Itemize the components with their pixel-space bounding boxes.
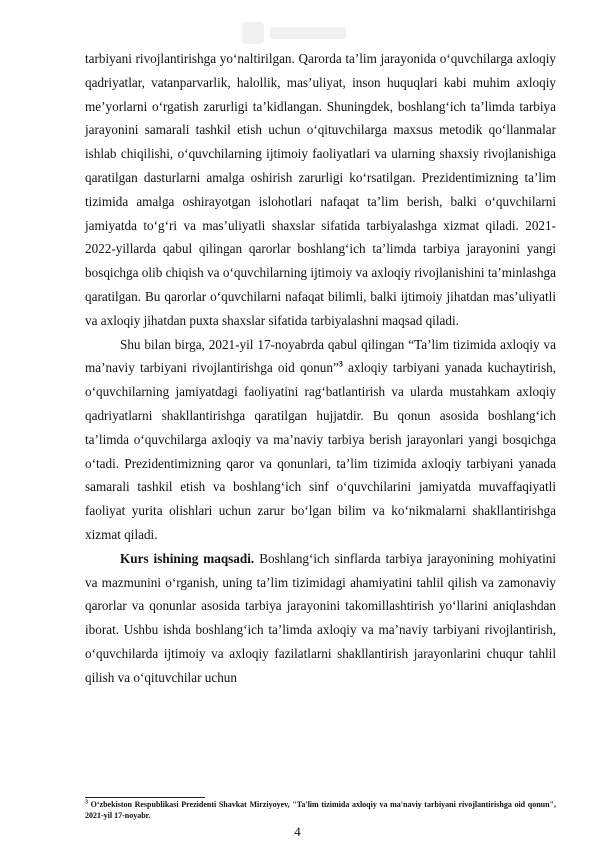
footnote-text: O‘zbekiston Respublikasi Prezidenti Shavkat Mirziyoyev, "Ta'lim tizimida axloqiy va ma'naviy tarbiyani rivojlantirishga oid qonun", 2021-yil 17-noyabr. [85, 800, 556, 820]
paragraph-3-text: Boshlang‘ich sinflarda tarbiya jarayonining mohiyatini va mazmunini o‘rganish, uning ta’lim tizimidagi ahamiyatini tahlil qilish va zamonaviy qarorlar va qonunlar asosida tarbiya jarayonini takomillashtirish yo‘llarini aniqlashdan iborat. Ushbu ishda boshlang‘ich ta’limda axloqiy va ma’naviy tarbiyani rivojlantirish, o‘quvchilarda ijtimoiy va axloqiy fazilatlarni shakllantirish jarayonlarini chuqur tahlil qilish va o‘qituvchilar uchun [85, 550, 556, 685]
paragraph-2-text-a: Shu bilan birga, 2021-yil 17-noyabrda qabul qilingan “Ta’lim tizimida axloqiy va ma’naviy tarbiyani rivojlantirishga oid qonun” [85, 336, 556, 376]
footnote-mark: 3 [85, 799, 88, 806]
paragraph-1: tarbiyani rivojlantirishga yo‘naltirilgan. Qarorda ta’lim jarayonida o‘quvchilarga axloqiy qadriyatlar, vatanparvarlik, halollik, mas’uliyat, inson huquqlari kabi muhim axloqiy me’yorlarni o‘rgatish zarurligi ta’kidlangan. Shuningdek, boshlang‘ich ta’limda tarbiya jarayonini samarali tashkil etish uchun o‘qituvchilarga maxsus metodik qo‘llanmalar ishlab chiqilishi, o‘quvchilarning ijtimoiy faoliyatlari va ularning shaxsiy rivojlanishiga qaratilgan dasturlarni amalga oshirish zarurligi ko‘rsatilgan. Prezidentimizning ta’lim tizimida amalga oshirayotgan islohotlari nafaqat ta’lim berish, balki o‘quvchilarni jamiyatda to‘g‘ri va mas’uliyatli shaxslar sifatida tarbiyalashga xizmat qiladi. 2021-2022-yillarda qabul qilingan qarorlar boshlang‘ich ta’limda tarbiya jarayonini yangi bosqichga olib chiqish va o‘quvchilarning ijtimoiy va axloqiy rivojlanishini ta’minlashga qaratilgan. Bu qarorlar o‘quvchilarni nafaqat bilimli, balki ijtimoiy jihatdan mas’uliyatli va axloqiy jihatdan puxta shaxslar sifatida tarbiyalashni maqsad qiladi. [85, 51, 556, 328]
footnote [85, 800, 556, 821]
paragraph-2 [85, 333, 556, 547]
page-number: 4 [294, 824, 301, 839]
course-goal-heading: Kurs ishining maqsadi. [120, 550, 255, 566]
footnote-reference[interactable]: 3 [338, 359, 343, 369]
footnote-divider [85, 797, 205, 798]
paragraph-2-text-b: axloqiy tarbiyani yanada kuchaytirish, o‘quvchilarning jamiyatdagi faoliyatini rag‘batlantirish va ularda mustahkam axloqiy qadriyatlarni shakllantirishga qaratilgan hujjatdir. Bu qonun asosida boshlang‘ich ta’limda o‘quvchilarga axloqiy va ma’naviy tarbiya berish jarayonlari yangi bosqichga o‘tadi. Prezidentimizning qaror va qonunlari, ta’lim tizimida axloqiy tarbiyani yanada samarali tashkil etish va boshlang‘ich sinf o‘quvchilarini jamiyatda muvaffaqiyatli faoliyat yurita olishlari uchun zarur bo‘lgan bilim va ko‘nikmalarni shakllantirishga xizmat qiladi. [85, 360, 556, 542]
watermark-logo [240, 18, 350, 48]
body-text [85, 47, 556, 690]
paragraph-3 [85, 547, 556, 690]
